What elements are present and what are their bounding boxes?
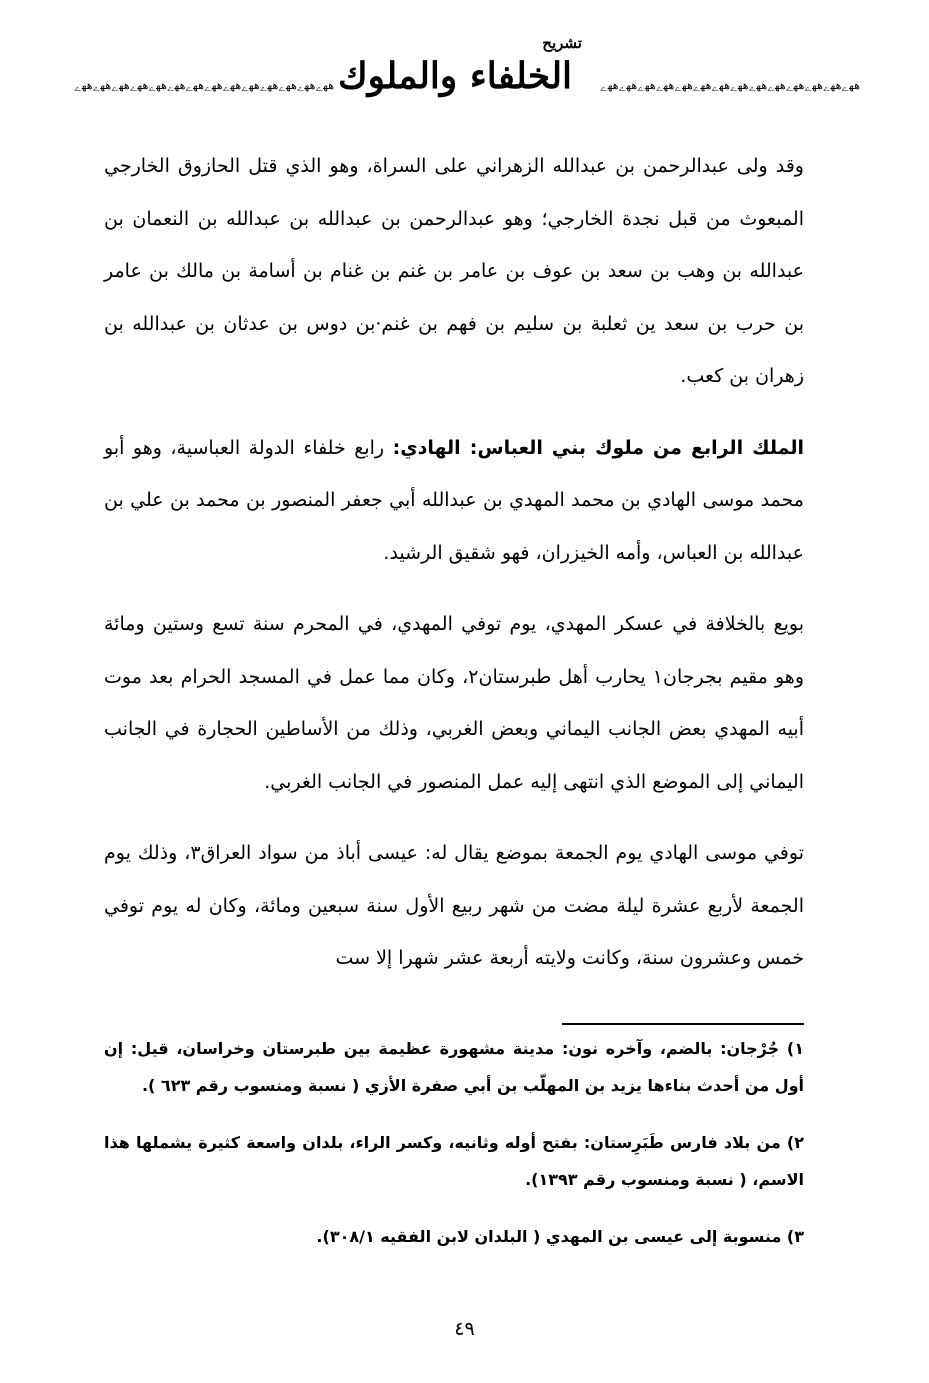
- paragraph: [104, 140, 804, 403]
- footnote: ٢) من بلاد فارس طَبَرِستان: بفتح أوله وثانيه، وكسر الراء، بلدان واسعة كثيرة يشملها هذا الاسم، ( نسبة ومنسوب رقم ١٣٩٣).: [104, 1133, 804, 1189]
- paragraph-text: رابع خلفاء الدولة العباسية، وهو أبو محمد موسى الهادي بن محمد المهدي بن عبدالله أبي جعفر المنصور بن محمد بن علي بن عبدالله بن العباس، وأمه الخيزران، فهو شقيق الرشيد.: [104, 436, 804, 564]
- footnotes: [104, 1030, 804, 1275]
- paragraph: [104, 827, 804, 985]
- main-text: [104, 140, 804, 1004]
- paragraph-text: بويع بالخلافة في عسكر المهدي، يوم توفي المهدي، في المحرم سنة تسع وستين ومائة وهو مقيم بجرجان١ يحارب أهل طبرستان٢، وكان مما عمل في المسجد الحرام بعد موت أبيه المهدي بعض الجانب اليماني وبعض الغربي، وذلك من الأساطين الحجارة في الجانب اليماني إلى الموضع الذي انتهى إليه عمل المنصور في الجانب الغربي.: [104, 613, 804, 793]
- footnote: ٣) منسوبة إلى عيسى بن المهدي ( البلدان لابن الفقيه ٣٠٨/١).: [316, 1227, 804, 1246]
- section-heading: الملك الرابع من ملوك بني العباس: الهادي:: [392, 436, 804, 459]
- page-header: [0, 30, 929, 120]
- header-ornament-left: ﮬﮭﮮﮬﮭﮮﮬﮭﮮﮬﮭﮮﮬﮭﮮﮬﮭﮮﮬﮭﮮﮬﮭﮮﮬﮭﮮﮬﮭﮮﮬﮭﮮﮬﮭﮮﮬﮭﮮﮬﮭﮮ: [74, 79, 334, 92]
- footnote-divider: [562, 1023, 804, 1025]
- paragraph-text: وقد ولى عبدالرحمن بن عبدالله الزهراني على السراة، وهو الذي قتل الحازوق الخارجي المبعوث من قبل نجدة الخارجي؛ وهو عبدالرحمن بن عبدالله بن عبدالله بن النعمان بن عبدالله بن وهب بن سعد بن عوف بن عامر بن غنم بن غنام بن أسامة بن مالك بن عامر بن حرب بن سعد ين ثعلبة بن سليم بن فهم بن غنم·بن دوس بن عدثان بن عبدالله بن زهران بن كعب.: [104, 155, 804, 387]
- paragraph: [104, 598, 804, 808]
- paragraph-text: توفي موسى الهادي يوم الجمعة بموضع يقال له: عيسى أباذ من سواد العراق٣، وذلك يوم الجمعة لأربع عشرة ليلة مضت من شهر ربيع الأول سنة سبعين ومائة، وكان له يوم توفي خمس وعشرون سنة، وكانت ولايته أربعة عشر شهرا إلا ست: [104, 842, 804, 969]
- header-ornament-right: ﮬﮭﮮﮬﮭﮮﮬﮭﮮﮬﮭﮮﮬﮭﮮﮬﮭﮮﮬﮭﮮﮬﮭﮮﮬﮭﮮﮬﮭﮮﮬﮭﮮﮬﮭﮮﮬﮭﮮﮬﮭﮮ: [600, 79, 860, 92]
- header-subtitle: تشريح: [542, 34, 582, 52]
- header-title: الخلفاء والملوك: [337, 55, 573, 97]
- footnote: ١) جُرْجان: بالضم، وآخره نون: مدينة مشهورة عظيمة بين طبرستان وخراسان، قيل: إن أول من أحدث بناءها يزيد بن المهلّب بن أبي صفرة الأزي ( نسبة ومنسوب رقم ٦٢٣ ).: [104, 1039, 804, 1095]
- header-title-block: [310, 30, 600, 120]
- page-number: ٤٩: [454, 1318, 475, 1340]
- paragraph: [104, 422, 804, 580]
